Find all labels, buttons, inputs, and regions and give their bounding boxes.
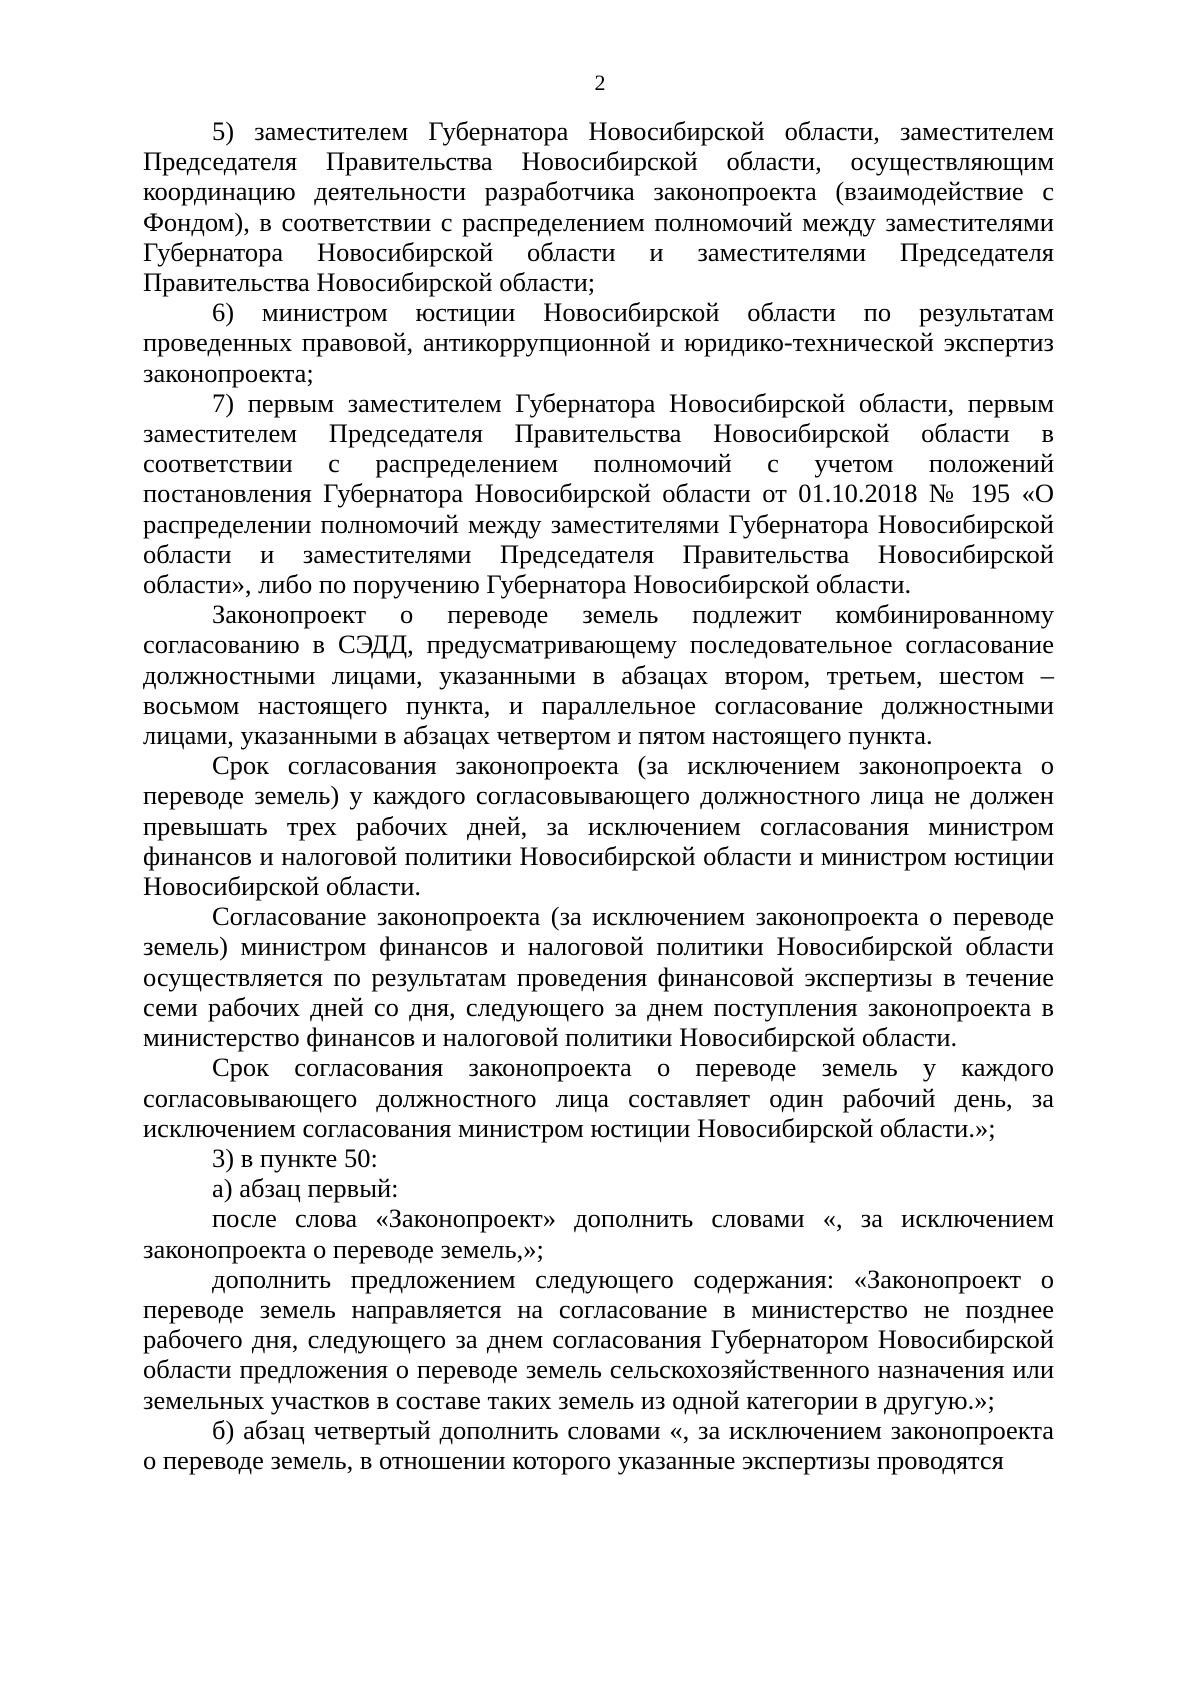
paragraph-land-transfer-term: Срок согласования законопроекта о переводе земель у каждого согласовывающего должностного лица составляет один рабочий день, за исключением согласования министром юстиции Новосибирской области.»;	[143, 1052, 1054, 1143]
paragraph-finance-approval: Согласование законопроекта (за исключением законопроекта о переводе земель) министром финансов и налоговой политики Новосибирской области осуществляется по результатам проведения финансовой экспертизы в течение семи рабочих дней со дня, следующего за днем поступления законопроекта в министерство финансов и налоговой политики Новосибирской области.	[143, 901, 1054, 1053]
paragraph-approval-term: Срок согласования законопроекта (за исключением законопроекта о переводе земель) у каждого согласовывающего должностного лица не должен превышать трех рабочих дней, за исключением согласования министром финансов и налоговой политики Новосибирской области и министром юстиции Новосибирской области.	[143, 750, 1054, 902]
paragraph-subpoint-a: а) абзац первый:	[212, 1173, 399, 1204]
paragraph-item-5: 5) заместителем Губернатора Новосибирской области, заместителем Председателя Правительства Новосибирской области, осуществляющим координацию деятельности разработчика законопроекта (взаимодействие с Фондом), в соответствии с распределением полномочий между заместителями Губернатора Новосибирской области и заместителями Председателя Правительства Новосибирской области;	[143, 116, 1054, 298]
paragraph-after-word: после слова «Законопроект» дополнить словами «, за исключением законопроекта о переводе земель,»;	[143, 1203, 1054, 1264]
paragraph-add-sentence: дополнить предложением следующего содержания: «Законопроект о переводе земель направляется на согласование в министерство не позднее рабочего дня, следующего за днем согласования Губернатором Новосибирской области предложения о переводе земель сельскохозяйственного назначения или земельных участков в составе таких земель из одной категории в другую.»;	[143, 1263, 1054, 1415]
page-number: 2	[594, 70, 606, 95]
paragraph-point-50: 3) в пункте 50:	[212, 1142, 378, 1173]
paragraph-subpoint-b: б) абзац четвертый дополнить словами «, за исключением законопроекта о переводе земель, в отношении которого указанные экспертизы проводятся	[143, 1414, 1054, 1475]
paragraph-item-7: 7) первым заместителем Губернатора Новосибирской области, первым заместителем Председателя Правительства Новосибирской области в соответствии с распределением полномочий с учетом положений постановления Губернатора Новосибирской области от 01.10.2018 № 195 «О распределении полномочий между заместителями Губернатора Новосибирской области и заместителями Председателя Правительства Новосибирской области», либо по поручению Губернатора Новосибирской области.	[143, 387, 1054, 600]
paragraph-combined-approval: Законопроект о переводе земель подлежит комбинированному согласованию в СЭДД, предусматривающему последовательное согласование должностными лицами, указанными в абзацах втором, третьем, шестом – восьмом настоящего пункта, и параллельное согласование должностными лицами, указанными в абзацах четвертом и пятом настоящего пункта.	[143, 599, 1054, 751]
paragraph-item-6: 6) министром юстиции Новосибирской области по результатам проведенных правовой, антикоррупционной и юридико-технической экспертиз законопроекта;	[143, 297, 1054, 388]
document-body	[143, 116, 1054, 1475]
